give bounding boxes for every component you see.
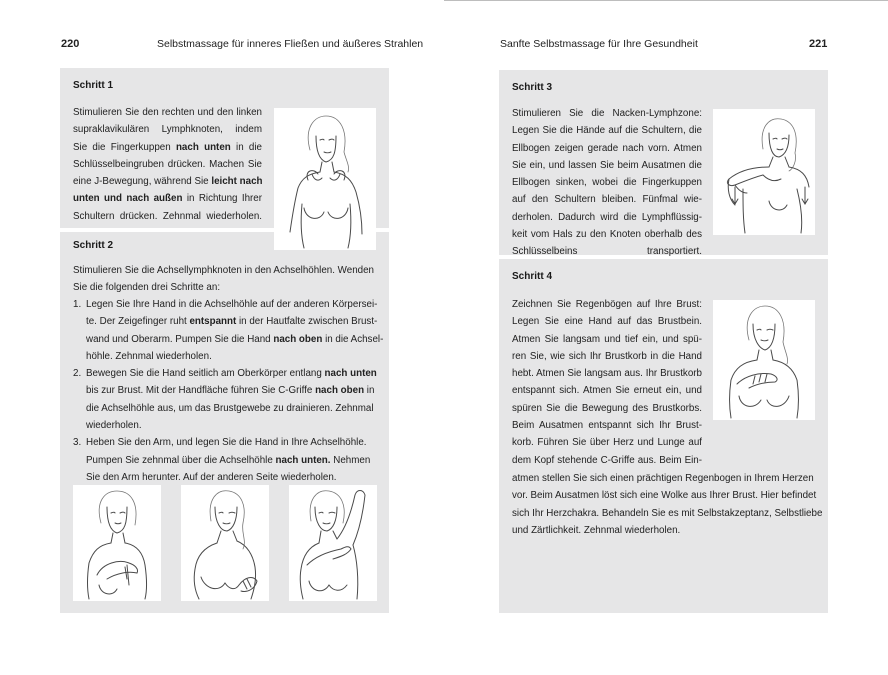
text-segment: keit vom Hals zu den Knoten oberhalb des — [512, 229, 702, 241]
emphasis-text: unten und nach außen — [73, 193, 183, 205]
step3-text — [512, 105, 702, 261]
text-line — [73, 190, 262, 207]
text-segment: bis zur Brust. Mit der Handfläche führen Sie C-Griffe — [86, 385, 316, 397]
text-segment: derholen. Dadurch wird die Lymphflüssig- — [512, 211, 702, 223]
text-segment: Stimulieren Sie den rechten und den linken — [73, 107, 262, 118]
text-line — [86, 296, 379, 313]
text-segment: Legen Sie eine Hand auf das Brustbein. — [512, 316, 702, 328]
text-line — [512, 522, 822, 539]
text-line — [512, 296, 702, 313]
text-segment: Legen Sie die Hände auf die Schultern, die — [512, 125, 702, 137]
step1-text — [73, 104, 262, 225]
text-line — [73, 279, 379, 296]
text-segment: Nehmen — [330, 454, 371, 466]
text-line — [512, 209, 702, 226]
text-segment: wiederholen. — [86, 420, 142, 432]
text-line — [512, 382, 702, 399]
step2-intro — [73, 262, 379, 297]
emphasis-text: entspannt — [189, 316, 237, 328]
text-segment: Stimulieren Sie die Achsellymphknoten in den Achselhöhlen. Wenden — [73, 265, 374, 276]
text-line — [73, 139, 262, 156]
step2-illustration-3 — [289, 485, 377, 601]
text-segment: atmen stellen Sie sich einen prächtigen Regenbogen in Ihrem Herzen — [512, 473, 814, 484]
text-line — [73, 173, 262, 190]
text-line — [86, 382, 379, 399]
text-segment: vor. Beim Ausatmen löst sich eine Wolke aus Ihrer Brust. Hier befindet — [512, 490, 817, 502]
text-segment: Sie ein, und lassen Sie beim Ausatmen die — [512, 159, 702, 171]
text-line — [86, 331, 384, 348]
text-line — [512, 505, 822, 522]
text-segment: eine J-Bewegung, während Sie — [73, 176, 212, 188]
text-segment: in der Hautfalte zwischen Brust- — [236, 316, 378, 328]
step4-illustration — [713, 300, 815, 420]
text-line — [73, 121, 262, 138]
top-rule — [444, 0, 888, 1]
list-item-number: 3. — [73, 437, 82, 449]
text-segment: Atmen Sie langsam und tief ein, und spü- — [512, 333, 702, 345]
text-line — [86, 313, 379, 330]
text-line — [512, 226, 702, 243]
text-segment: Legen Sie Ihre Hand in die Achselhöhle auf der anderen Körpersei- — [86, 299, 378, 310]
text-line — [73, 262, 379, 279]
step1-illustration — [274, 108, 376, 250]
text-segment: sich Ihr Herzchakra. Behandeln Sie es mit Selbstakzeptanz, Selbstliebe — [512, 507, 823, 519]
left-page-number: 220 — [61, 38, 80, 50]
text-segment: Schultern drücken. Zehnmal wiederholen. — [73, 210, 262, 222]
text-line — [512, 174, 702, 191]
text-segment: Beim Ausatmen entspannt sich Ihr Brust- — [512, 420, 702, 432]
text-segment: Stimulieren Sie die Nacken-Lymphzone: — [512, 108, 702, 119]
list-item-number: 1. — [73, 299, 82, 310]
emphasis-text: nach oben — [315, 385, 365, 397]
text-line — [512, 400, 702, 417]
text-line — [512, 434, 702, 451]
text-segment: entspannt sich. Atmen Sie erneut ein, und — [512, 385, 702, 397]
step1-heading: Schritt 1 — [73, 80, 114, 91]
list-item-text — [86, 434, 379, 486]
text-segment: ren Sie, wie sich Ihr Brustkorb in die Hand — [512, 350, 702, 362]
emphasis-text: nach unten — [175, 141, 231, 153]
step4-text — [512, 296, 702, 469]
text-line — [86, 417, 379, 434]
text-segment: Zeichnen Sie Regenbögen auf Ihre Brust: — [512, 299, 702, 310]
text-segment: in die Achsel- — [322, 333, 384, 345]
right-running-header: Sanfte Selbstmassage für Ihre Gesundheit — [500, 38, 698, 50]
text-line — [86, 452, 379, 469]
text-segment: supraklavikulären Lymphknoten, indem — [73, 124, 262, 136]
list-item-text — [86, 365, 379, 434]
text-line — [512, 140, 702, 157]
text-segment: Sie den Arm herunter. Auf der anderen Seite wiederholen. — [86, 471, 337, 483]
text-segment: und Zärtlichkeit. Zehnmal wiederholen. — [512, 524, 681, 536]
step2-list — [73, 296, 384, 486]
text-segment: korb. Führen Sie über Herz und Lunge auf — [512, 437, 702, 449]
step2-list-item — [73, 434, 379, 486]
text-segment: in — [364, 385, 375, 397]
text-line — [86, 365, 379, 382]
text-line — [512, 122, 702, 139]
text-segment: Schlüsselbeingruben drücken. Machen Sie — [73, 158, 262, 170]
woman-collarbone-illustration — [274, 108, 376, 250]
text-line — [73, 104, 262, 121]
step4-text-continued — [512, 470, 822, 539]
step2-list-item — [73, 365, 379, 434]
text-segment: auf den Schultern bleiben. Fünfmal wie- — [512, 194, 702, 206]
text-segment: in die — [230, 141, 262, 153]
text-line — [512, 105, 702, 122]
step3-heading: Schritt 3 — [512, 82, 553, 93]
emphasis-text: leicht nach — [211, 176, 263, 188]
text-segment: die Achselhöhle aus, um das Brustgewebe zu drainieren. Zehnmal — [86, 402, 374, 414]
step4-heading: Schritt 4 — [512, 271, 553, 282]
woman-hand-chest-illustration — [713, 300, 815, 420]
text-line — [86, 348, 379, 365]
text-segment: Sie die folgenden drei Schritte an: — [73, 282, 221, 294]
text-line — [512, 243, 702, 260]
text-segment: Pumpen Sie zehnmal über die Achselhöhle — [86, 454, 276, 466]
text-segment: hebt. Atmen Sie langsam aus. Ihr Brustkorb — [512, 368, 702, 380]
text-line — [512, 452, 702, 469]
text-segment: wand und Oberarm. Pumpen Sie die Hand — [86, 333, 274, 345]
text-segment: spüren Sie die Bewegung des Brustkorbs. — [512, 402, 702, 414]
step3-illustration — [713, 109, 815, 235]
text-line — [86, 469, 379, 486]
text-line — [512, 365, 702, 382]
text-segment: Ellbogen sinken, wobei die Fingerkuppen — [512, 177, 702, 189]
step2-heading: Schritt 2 — [73, 240, 114, 251]
right-content-panel — [499, 70, 828, 613]
step2-illustration-1 — [73, 485, 161, 601]
text-line — [86, 434, 379, 451]
text-segment: Bewegen Sie die Hand seitlich am Oberkörper entlang — [86, 368, 325, 380]
text-line — [512, 470, 822, 487]
woman-raised-arm-illustration — [289, 485, 377, 601]
text-line — [512, 487, 822, 504]
text-segment: Schlüsselbeins transportiert. — [512, 246, 702, 258]
text-segment: höhle. Zehnmal wiederholen. — [86, 350, 212, 362]
emphasis-text: nach oben — [273, 333, 323, 345]
right-page-number: 221 — [809, 38, 828, 50]
text-line — [512, 348, 702, 365]
text-line — [512, 331, 702, 348]
step2-list-item — [73, 296, 384, 365]
woman-hand-armpit-illustration — [73, 485, 161, 601]
text-segment: Ellbogen zeigen gerade nach vorn. Atmen — [512, 142, 702, 154]
text-line — [73, 156, 262, 173]
step2-illustration-2 — [181, 485, 269, 601]
list-item-number: 2. — [73, 368, 82, 380]
left-content-panel — [60, 68, 389, 613]
text-segment: dem Kopf stehende C-Griffe aus. Beim Ein- — [512, 454, 702, 466]
text-segment: Heben Sie den Arm, und legen Sie die Hand in Ihre Achselhöhle. — [86, 437, 367, 449]
text-segment: in Richtung Ihrer — [182, 193, 262, 205]
left-running-header: Selbstmassage für inneres Fließen und äußeres Strahlen — [157, 38, 424, 50]
emphasis-text: nach unten. — [275, 454, 331, 466]
woman-hands-shoulders-illustration — [713, 109, 815, 235]
text-segment: Sie die Fingerkuppen — [73, 141, 176, 153]
text-line — [73, 208, 262, 225]
list-item-text — [86, 296, 384, 365]
text-line — [86, 400, 379, 417]
text-line — [512, 191, 702, 208]
woman-hand-side-illustration — [181, 485, 269, 601]
emphasis-text: nach unten — [324, 368, 377, 380]
text-line — [512, 417, 702, 434]
text-line — [512, 157, 702, 174]
text-segment: te. Der Zeigefinger ruht — [86, 316, 190, 328]
text-line — [512, 313, 702, 330]
